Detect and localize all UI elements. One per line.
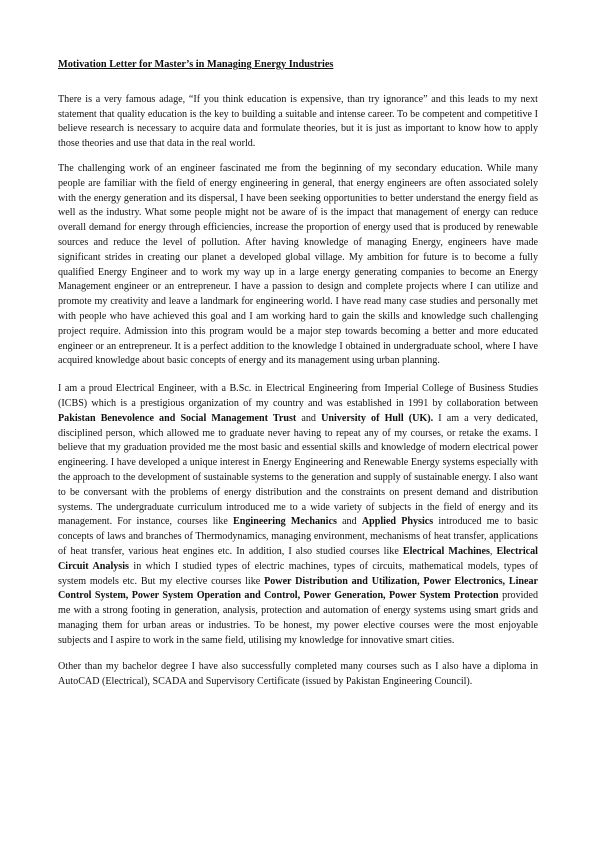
paragraph-ambition: The challenging work of an engineer fascinated me from the beginning of my secondary education. While many people are familiar with the field of energy engineering in general, that energy engineers are often associated solely with the energy generation and its dispersal, I have been seeking opportunities to better understand the energy field as well as the industry. What some people might not be aware of is the impact that management of energy can reduce overall demand for energy through efficiencies, increase the proportion of energy used that is produced by renewable sources and reduce the level of pollution. After having knowledge of managing Energy, engineers have made significant strides in creating our planet a developed global village. My ambition for future is to become a fully qualified Energy Engineer and to work my way up in a large energy generating companies to become an Energy Management engineer or an entrepreneur. I have a passion to design and complete projects where I can utilize and promote my creativity and leave a landmark for engineering world. I have read many case studies and personally met with people who have achieved this goal and I am working hard to gain the skills and knowledge such challenging project require. Admission into this program would be a major step towards becoming a better and more educated engineer or an entrepreneur. It is a perfect addition to the knowledge I obtained in undergraduate school, where I have acquired knowledge about basic concepts of energy and its management using urban planning. <box>58 162 538 367</box>
education-text-7: introduced me to basic concepts of laws and branches of Thermodynamics, managing environment, mechanisms of heat transfer, applications of heat transfer, various heat engines etc. In addition, I also studied courses like <box>58 516 539 557</box>
education-text-5: The undergraduate curriculum introduced me to a wide variety of subjects in the field of energy and its management. For instance, courses like <box>58 501 538 528</box>
paragraph-certifications: Other than my bachelor degree I have also successfully completed many courses such as I also have a diploma in AutoCAD (Electrical), SCADA and Supervisory Certificate (issued by Pakistan Engineering Council). <box>58 661 538 688</box>
bold-elective-courses: Power Distribution and Utilization, Power Electronics, Linear Control System, Power System Operation and Control, Power Generation, Power System Protection <box>58 575 538 602</box>
education-text-1: I am a proud Electrical Engineer, with a B.Sc. in Electrical Engineering from Imperial College of Business Studies (ICBS) which is a prestigious organization of my country and was established in 1991 by collaboration between <box>58 383 538 409</box>
bold-circuit-analysis: Electrical Circuit Analysis <box>58 545 538 572</box>
bold-electrical-machines: Electrical Machines <box>402 545 490 557</box>
education-text-2: and <box>296 412 322 424</box>
bold-pakistan-trust: Pakistan Benevolence and Social Management Trust <box>58 412 297 424</box>
education-text-10: provided me with a strong footing in generation, analysis, protection and automation of energy systems using smart grids and managing them for urban areas or industries. To be honest, my power elective courses were the most enjoyable subjects and I aspire to work in the same field, utilising my knowledge for innovative smart cities. <box>58 590 538 646</box>
bold-university-hull: University of Hull (UK). <box>321 412 434 424</box>
education-text-8: , <box>489 545 497 557</box>
bold-engineering-mechanics: Engineering Mechanics <box>233 516 337 528</box>
education-text-4: I believe that my graduation provided me the most basic and essential skills and knowledge of modern electrical power engineering. I have developed a unique interest in Energy Engineering and Renewable Energy systems especially with the approach to the development of sustainable systems to the generation and supply of sustainable energy. I also want to be conversant with the problems of energy distribution and the constraints on present demand and distribution systems. <box>58 427 539 513</box>
paragraph-intro: There is a very famous adage, “If you think education is expensive, than try ignorance” and this leads to my next statement that quality education is the key to building a suitable and intense career. To be competent and competitive I believe research is necessary to acquire data and formulate theories, but it is just as important to know how to apply those theories and use that data in the real world. <box>58 93 538 150</box>
education-text-6: and <box>336 516 362 528</box>
education-text-9: in which I studied types of electric machines, types of circuits, mathematical models, types of system models etc. But my elective courses like <box>58 560 538 587</box>
paragraph-education <box>58 382 538 648</box>
bold-applied-physics: Applied Physics <box>361 516 434 528</box>
education-text-3: I am a very dedicated, disciplined person, which allowed me to graduate never having to repeat any of my courses, or retake the exams. <box>58 412 538 439</box>
document-title: Motivation Letter for Master’s in Managing Energy Industries <box>58 59 334 70</box>
document-page <box>58 58 538 705</box>
